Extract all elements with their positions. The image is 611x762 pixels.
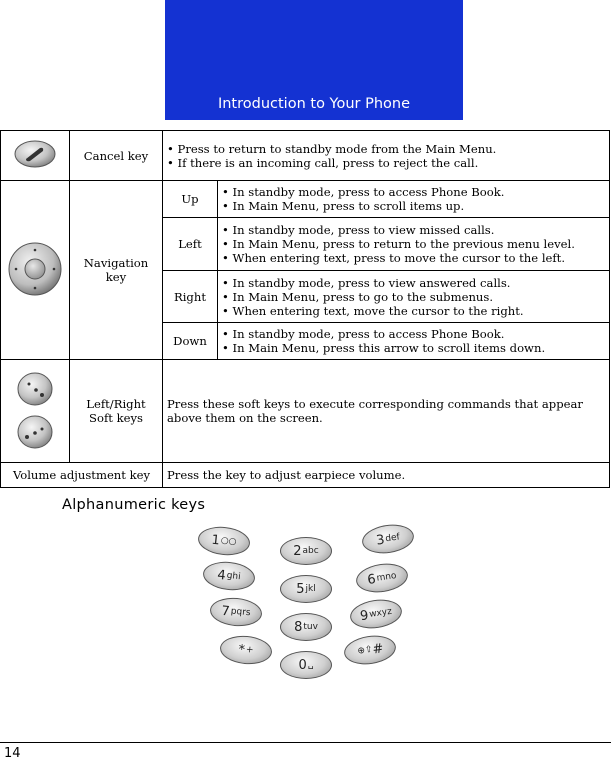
alphanumeric-keypad — [198, 522, 416, 682]
table-row — [1, 360, 610, 463]
cancel-key-name: Cancel key — [70, 131, 163, 181]
key-4: 4 ghi — [202, 559, 257, 592]
table-row — [1, 463, 610, 488]
soft-keys-icon — [12, 365, 58, 455]
key-6: 6 mno — [354, 561, 409, 596]
key-8: 8 tuv — [280, 613, 332, 641]
key-0: 0 ␣ — [280, 651, 332, 679]
key-7: 7 pqrs — [209, 596, 263, 628]
footer-divider — [0, 742, 611, 743]
navigation-key-icon — [7, 241, 63, 297]
direction-up: Up — [163, 181, 218, 218]
cancel-key-desc: • Press to return to standby mode from the Main Menu. • If there is an incoming call, press to reject the call. — [163, 131, 610, 181]
volume-key-desc: Press the key to adjust earpiece volume. — [163, 463, 610, 488]
key-1: 1 ○○ — [197, 524, 252, 557]
key-hash: ⊕⇧ # — [342, 633, 397, 668]
direction-right: Right — [163, 271, 218, 323]
table-row — [1, 131, 610, 181]
direction-left: Left — [163, 218, 218, 271]
direction-down: Down — [163, 323, 218, 360]
key-description-table — [0, 130, 610, 488]
key-2: 2 abc — [280, 537, 332, 565]
table-row — [1, 181, 610, 218]
key-5: 5 jkl — [280, 575, 332, 603]
chapter-banner — [165, 0, 463, 120]
soft-keys-desc: Press these soft keys to execute corresponding commands that appear above them on the screen. — [163, 360, 610, 463]
soft-keys-image — [1, 360, 70, 463]
cancel-key-icon — [12, 138, 58, 170]
navigation-key-name: Navigation key — [70, 181, 163, 360]
navigation-key-image — [1, 181, 70, 360]
soft-keys-name: Left/Right Soft keys — [70, 360, 163, 463]
direction-down-desc: • In standby mode, press to access Phone Book. • In Main Menu, press this arrow to scroll items down. — [218, 323, 610, 360]
direction-up-desc: • In standby mode, press to access Phone Book. • In Main Menu, press to scroll items up. — [218, 181, 610, 218]
page-number: 14 — [4, 746, 21, 761]
key-star: * + — [219, 634, 273, 666]
cancel-key-image — [1, 131, 70, 181]
key-9: 9 wxyz — [348, 597, 403, 632]
direction-left-desc: • In standby mode, press to view missed calls. • In Main Menu, press to return to the previous menu level. • When entering text, press to move the cursor to the left. — [218, 218, 610, 271]
chapter-title: Introduction to Your Phone — [217, 96, 411, 112]
key-3: 3 def — [360, 522, 415, 557]
section-title: Alphanumeric keys — [62, 497, 206, 513]
volume-key-name: Volume adjustment key — [1, 463, 163, 488]
direction-right-desc: • In standby mode, press to view answered calls. • In Main Menu, press to go to the submenus. • When entering text, move the cursor to the right. — [218, 271, 610, 323]
